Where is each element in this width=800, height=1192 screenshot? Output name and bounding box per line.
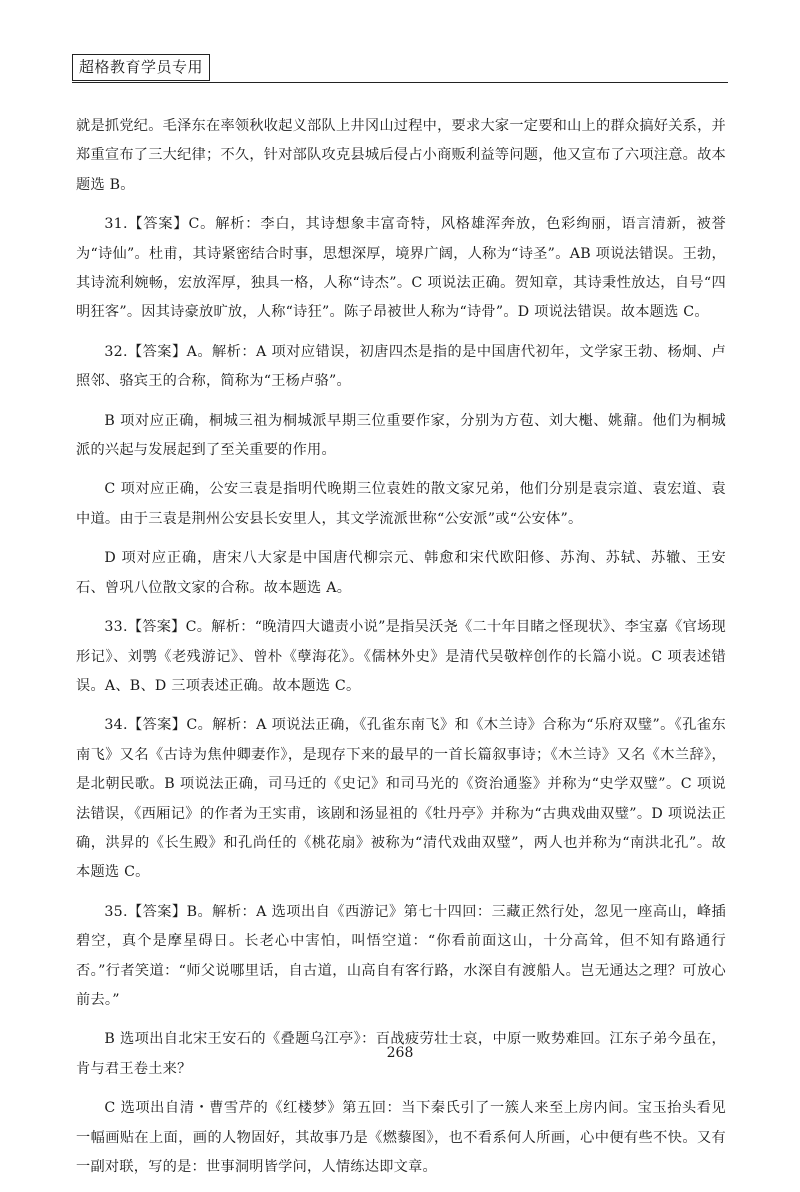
header-divider	[72, 82, 728, 83]
answer-32-option-b: B 项对应正确，桐城三祖为桐城派早期三位重要作家，分别为方苞、刘大櫆、姚鼐。他们为桐城派的兴起与发展起到了至关重要的作用。	[76, 412, 726, 459]
answer-35-option-b: B 选项出自北宋王安石的《叠题乌江亭》：百战疲劳壮士哀，中原一败势难回。江东子弟今虽在，肯与君王卷土来？	[76, 1031, 726, 1077]
answer-31: 31.【答案】C。解析：李白，其诗想象丰富奇特，风格雄浑奔放，色彩绚丽，语言清新，被誉为“诗仙”。杜甫，其诗紧密结合时事，思想深厚，境界广阔，人称为“诗圣”。AB 项说法错误。王勃，其诗流利婉畅，宏放浑厚，独具一格，人称“诗杰”。C 项说法正确。贺知章，其诗秉性放达，自号“四明狂客”。因其诗豪放旷放，人称“诗狂”。陈子昂被世人称为“诗骨”。D 项说法错误。故本题选 C。	[76, 216, 726, 321]
page-number: 268	[386, 1045, 414, 1061]
answer-33: 33.【答案】C。解析：“晚清四大谴责小说”是指吴沃尧《二十年目睹之怪现状》、李宝嘉《官场现形记》、刘鹗《老残游记》、曾朴《孽海花》。《儒林外史》是清代吴敬梓创作的长篇小说。C 项表述错误。A、B、D 三项表述正确。故本题选 C。	[76, 619, 726, 694]
header-label: 超格教育学员专用	[72, 54, 210, 81]
answer-34: 34.【答案】C。解析：A 项说法正确，《孔雀东南飞》和《木兰诗》合称为“乐府双璧”。《孔雀东南飞》又名《古诗为焦仲卿妻作》，是现存下来的最早的一首长篇叙事诗；《木兰诗》又名《木兰辞》，是北朝民歌。B 项说法正确，司马迁的《史记》和司马光的《资治通鉴》并称为“史学双璧”。C 项说法错误，《西厢记》的作者为王实甫，该剧和汤显祖的《牡丹亭》并称为“古典戏曲双璧”。D 项说法正确，洪昇的《长生殿》和孔尚任的《桃花扇》被称为“清代戏曲双璧”，两人也并称为“南洪北孔”。故本题选 C。	[76, 717, 726, 881]
answer-32-option-c: C 项对应正确，公安三袁是指明代晚期三位袁姓的散文家兄弟，他们分别是袁宗道、袁宏道、袁中道。由于三袁是荆州公安县长安里人，其文学流派世称“公安派”或“公安体”。	[76, 481, 726, 527]
answer-35: 35.【答案】B。解析：A 选项出自《西游记》第七十四回：三藏正然行处，忽见一座高山，峰插碧空，真个是摩星碍日。长老心中害怕，叫悟空道：“你看前面这山，十分高耸，但不知有路通行否。”行者笑道：“师父说哪里话，自古道，山高自有客行路，水深自有渡船人。岂无通达之理？可放心前去。”	[76, 903, 726, 1008]
answer-35-option-c: C 选项出自清・曹雪芹的《红楼梦》第五回：当下秦氏引了一簇人来至上房内间。宝玉抬头看见一幅画贴在上面，画的人物固好，其故事乃是《燃藜图》，也不看系何人所画，心中便有些不快。又有一副对联，写的是：世事洞明皆学问，人情练达即文章。	[76, 1100, 726, 1175]
paragraph-continuation: 就是抓党纪。毛泽东在率领秋收起义部队上井冈山过程中，要求大家一定要和山上的群众搞好关系，并郑重宣布了三大纪律；不久，针对部队攻克县城后侵占小商贩利益等问题，他又宣布了六项注意。故本题选 B。	[76, 118, 726, 193]
answer-32: 32.【答案】A。解析：A 项对应错误，初唐四杰是指的是中国唐代初年，文学家王勃、杨炯、卢照邻、骆宾王的合称，简称为“王杨卢骆”。	[76, 343, 726, 390]
document-body	[76, 112, 726, 1192]
answer-32-option-d: D 项对应正确，唐宋八大家是中国唐代柳宗元、韩愈和宋代欧阳修、苏洵、苏轼、苏辙、王安石、曾巩八位散文家的合称。故本题选 A。	[76, 550, 726, 596]
